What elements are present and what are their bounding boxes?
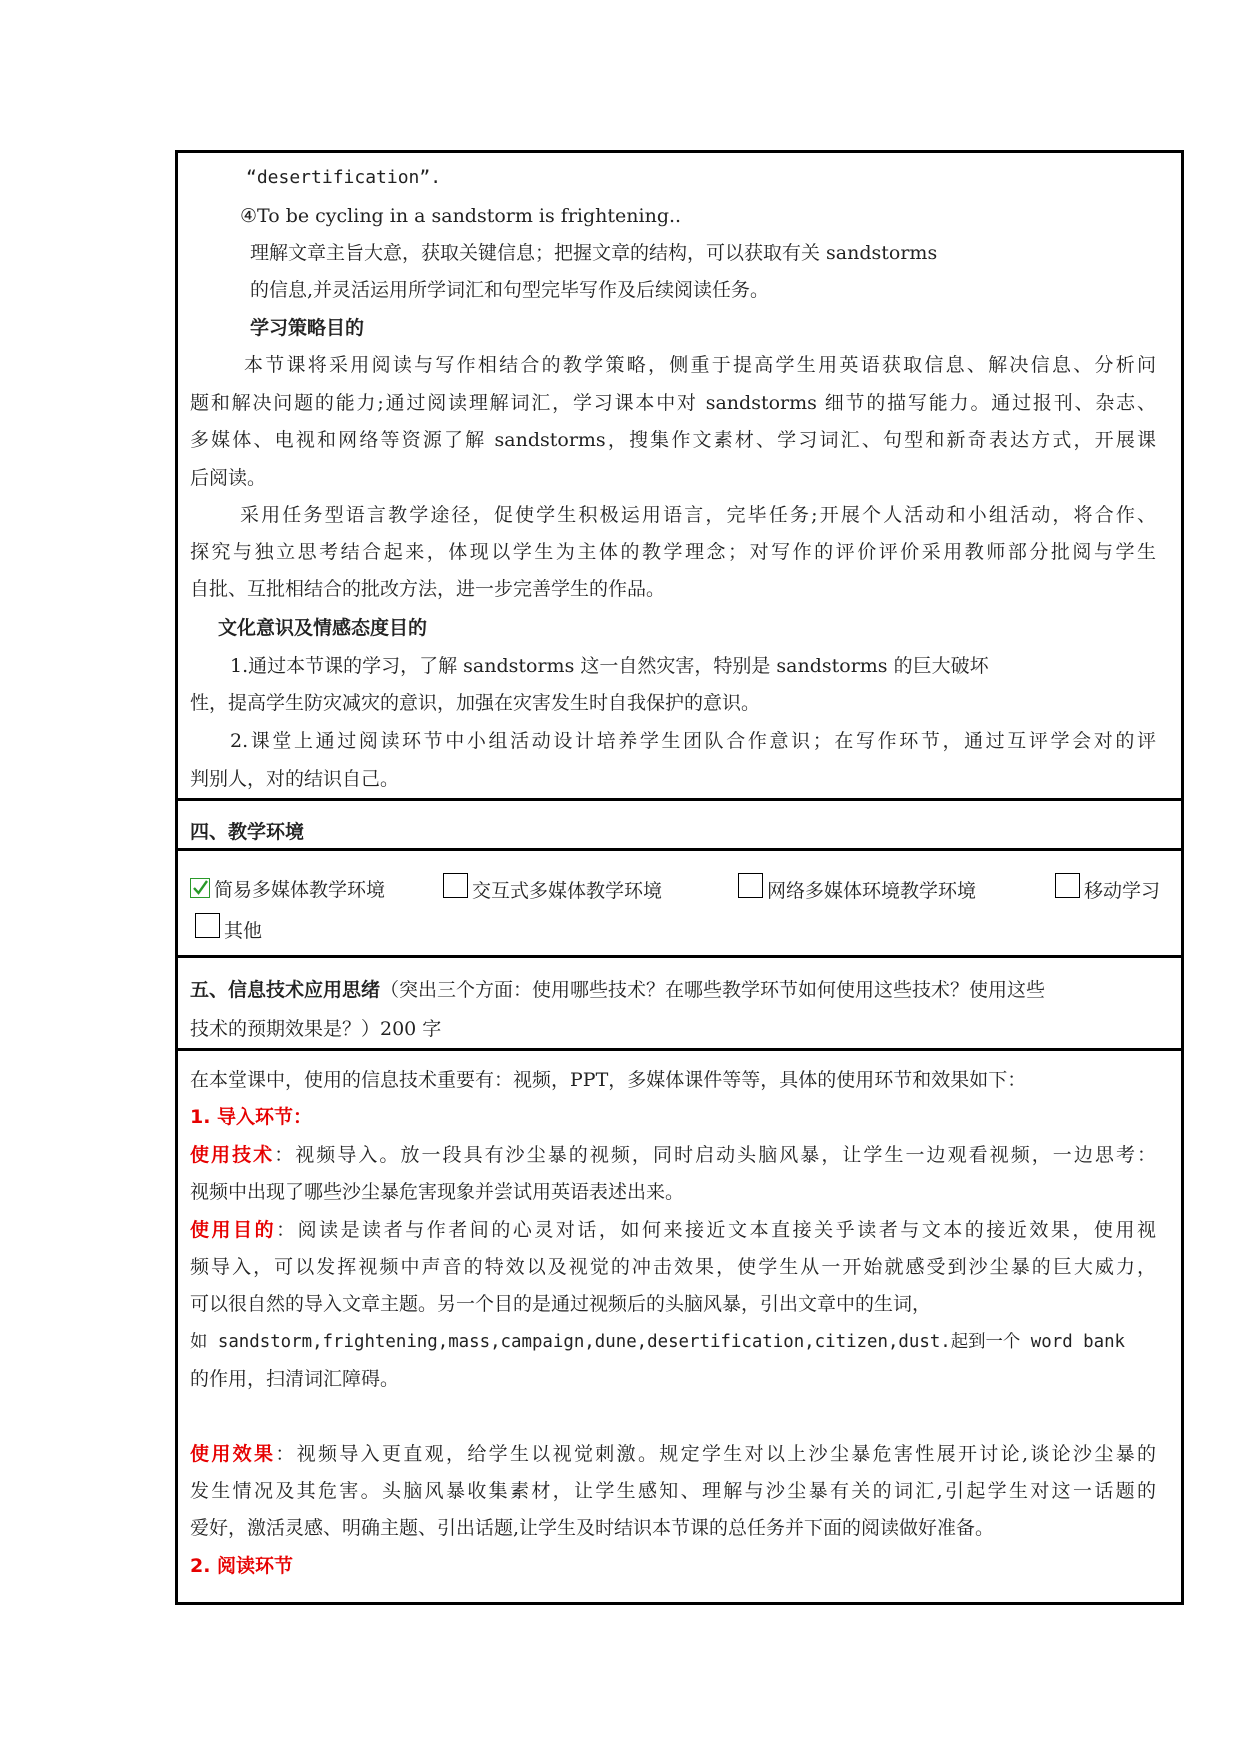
section5-heading: 五、信息技术应用思绪（突出三个方面：使用哪些技术？在哪些教学环节如何使用这些技术？使用这些 xyxy=(190,979,1046,1001)
text-line: “desertification”. xyxy=(246,167,442,188)
option-label: 网络多媒体环境教学环境 xyxy=(767,880,977,902)
section4-heading: 四、教学环境 xyxy=(190,821,305,843)
text-line: 可以很自然的导入文章主题。另一个目的是通过视频后的头脑风暴，引出文章中的生词， xyxy=(190,1293,932,1315)
text-line: 频导入，可以发挥视频中声音的特效以及视觉的冲击效果，使学生从一开始就感受到沙尘暴的巨大威力， xyxy=(190,1256,1156,1278)
option-mobile-learning[interactable] xyxy=(1055,873,1160,901)
objectives-cell xyxy=(178,153,1181,953)
text-line: 采用任务型语言教学途径，促使学生积极运用语言，完毕任务;开展个人活动和小组活动，将合作、 xyxy=(240,504,1156,526)
section5-heading-line2: 技术的预期效果是？）200 字 xyxy=(190,1018,442,1040)
checkbox-icon[interactable] xyxy=(195,913,220,938)
purpose-line: 使用目的：阅读是读者与作者间的心灵对话，如何来接近文本直接关乎读者与文本的接近效果，使用视 xyxy=(190,1219,1156,1241)
text-line: 视频中出现了哪些沙尘暴危害现象并尝试用英语表述出来。 xyxy=(190,1181,685,1203)
text-line: 题和解决问题的能力;通过阅读理解词汇，学习课本中对 sandstorms 细节的描写能力。通过报刊、杂志、 xyxy=(190,392,1156,414)
step2-title: 2. 阅读环节 xyxy=(190,1555,294,1577)
row-divider xyxy=(178,1048,1181,1051)
text-line: 的作用，扫清词汇障碍。 xyxy=(190,1368,400,1390)
strategy-heading: 学习策略目的 xyxy=(250,317,365,339)
checkbox-icon[interactable] xyxy=(738,873,763,898)
step1-title: 1. 导入环节： xyxy=(190,1106,313,1128)
option-label: 交互式多媒体教学环境 xyxy=(472,880,663,902)
option-other[interactable] xyxy=(195,913,262,941)
text-line: 2.课堂上通过阅读环节中小组活动设计培养学生团队合作意识；在写作环节，通过互评学会对的评 xyxy=(230,730,1156,752)
option-label: 简易多媒体教学环境 xyxy=(214,879,386,901)
text-line: 探究与独立思考结合起来，体现以学生为主体的教学理念；对写作的评价评价采用教师部分批阅与学生 xyxy=(190,541,1156,563)
checkbox-icon[interactable] xyxy=(443,873,468,898)
text-line: 1.通过本节课的学习，了解 sandstorms 这一自然灾害，特别是 sandstorms 的巨大破坏 xyxy=(230,655,989,677)
effect-line: 使用效果：视频导入更直观，给学生以视觉刺激。规定学生对以上沙尘暴危害性展开讨论,谈论沙尘暴的 xyxy=(190,1443,1156,1465)
row-divider xyxy=(178,955,1181,958)
option-label: 移动学习 xyxy=(1084,880,1161,902)
checkbox-icon[interactable] xyxy=(1055,873,1080,898)
document-table xyxy=(175,150,1184,1605)
row-divider xyxy=(178,848,1181,851)
option-simple-multimedia[interactable] xyxy=(190,876,385,904)
tech-line: 使用技术：视频导入。放一段具有沙尘暴的视频，同时启动头脑风暴，让学生一边观看视频，一边思考： xyxy=(190,1144,1156,1166)
text-line: 后阅读。 xyxy=(190,467,267,489)
text-line: 自批、互批相结合的批改方法，进一步完善学生的作品。 xyxy=(190,578,666,600)
text-line: 如 sandstorm,frightening,mass,campaign,dune,desertification,citizen,dust.起到一个 word bank xyxy=(190,1332,1126,1352)
text-line: 本节课将采用阅读与写作相结合的教学策略，侧重于提高学生用英语获取信息、解决信息、分析问 xyxy=(244,354,1156,376)
text-line: 多媒体、电视和网络等资源了解 sandstorms，搜集作文素材、学习词汇、句型和新奇表达方式，开展课 xyxy=(190,429,1156,451)
option-label: 其他 xyxy=(224,920,263,942)
text-line: 的信息,并灵活运用所学词汇和句型完毕写作及后续阅读任务。 xyxy=(250,279,770,301)
checkbox-checked-icon[interactable] xyxy=(190,878,210,898)
text-line: 爱好，激活灵感、明确主题、引出话题,让学生及时结识本节课的总任务并下面的阅读做好准备。 xyxy=(190,1517,995,1539)
option-network-multimedia[interactable] xyxy=(738,873,976,901)
text-line: ④To be cycling in a sandstorm is frightening.. xyxy=(240,205,682,227)
intro-text: 在本堂课中，使用的信息技术重要有：视频，PPT，多媒体课件等等，具体的使用环节和效果如下： xyxy=(190,1069,1027,1091)
text-line: 性，提高学生防灾减灾的意识，加强在灾害发生时自我保护的意识。 xyxy=(190,692,761,714)
row-divider xyxy=(178,798,1181,801)
culture-heading: 文化意识及情感态度目的 xyxy=(218,617,428,639)
text-line: 判别人，对的结识自己。 xyxy=(190,768,400,790)
text-line: 发生情况及其危害。头脑风暴收集素材，让学生感知、理解与沙尘暴有关的词汇,引起学生对这一话题的 xyxy=(190,1480,1156,1502)
option-interactive-multimedia[interactable] xyxy=(443,873,662,901)
text-line: 理解文章主旨大意，获取关键信息；把握文章的结构，可以获取有关 sandstorms xyxy=(250,242,938,264)
